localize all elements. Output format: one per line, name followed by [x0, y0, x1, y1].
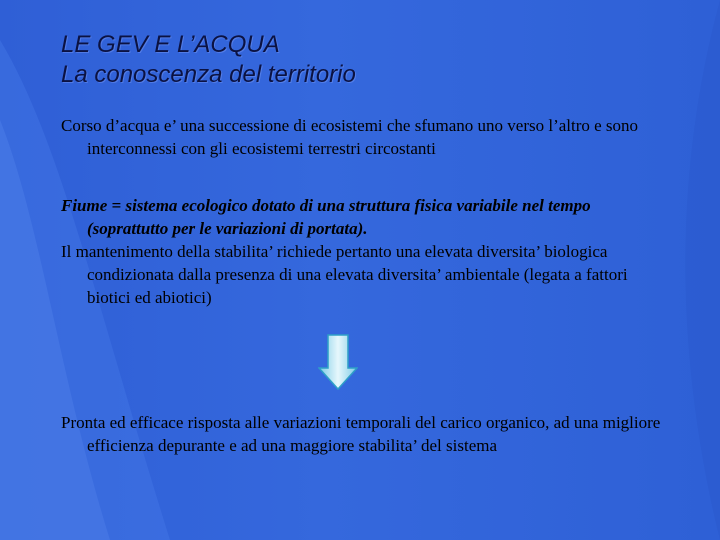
title-line-1: LE GEV E L’ACQUA [61, 31, 280, 58]
down-arrow-icon [318, 334, 358, 390]
intro-text: Corso d’acqua e’ una successione di ecosistemi che sfumano uno verso l’altro e sono interconnessi con gli ecosistemi terrestri circostanti [61, 116, 639, 158]
river-definition-text: Fiume = sistema ecologico dotato di una struttura fisica variabile nel tempo (soprattutto per le variazioni di portata). [61, 196, 591, 238]
slide-title [61, 30, 356, 90]
response-text: Pronta ed efficace risposta alle variazioni temporali del carico organico, ad una migliore efficienza depurante e ad una maggiore stabilita’ del sistema [61, 413, 661, 455]
paragraph-river-definition [61, 194, 661, 309]
stability-text: Il mantenimento della stabilita’ richiede pertanto una elevata diversita’ biologica condizionata dalla presenza di una elevata diversita’ ambientale (legata a fattori biotici ed abiotici) [61, 242, 628, 307]
title-line-2: La conoscenza del territorio [61, 61, 356, 88]
paragraph-response [61, 411, 661, 457]
paragraph-intro [61, 114, 661, 160]
